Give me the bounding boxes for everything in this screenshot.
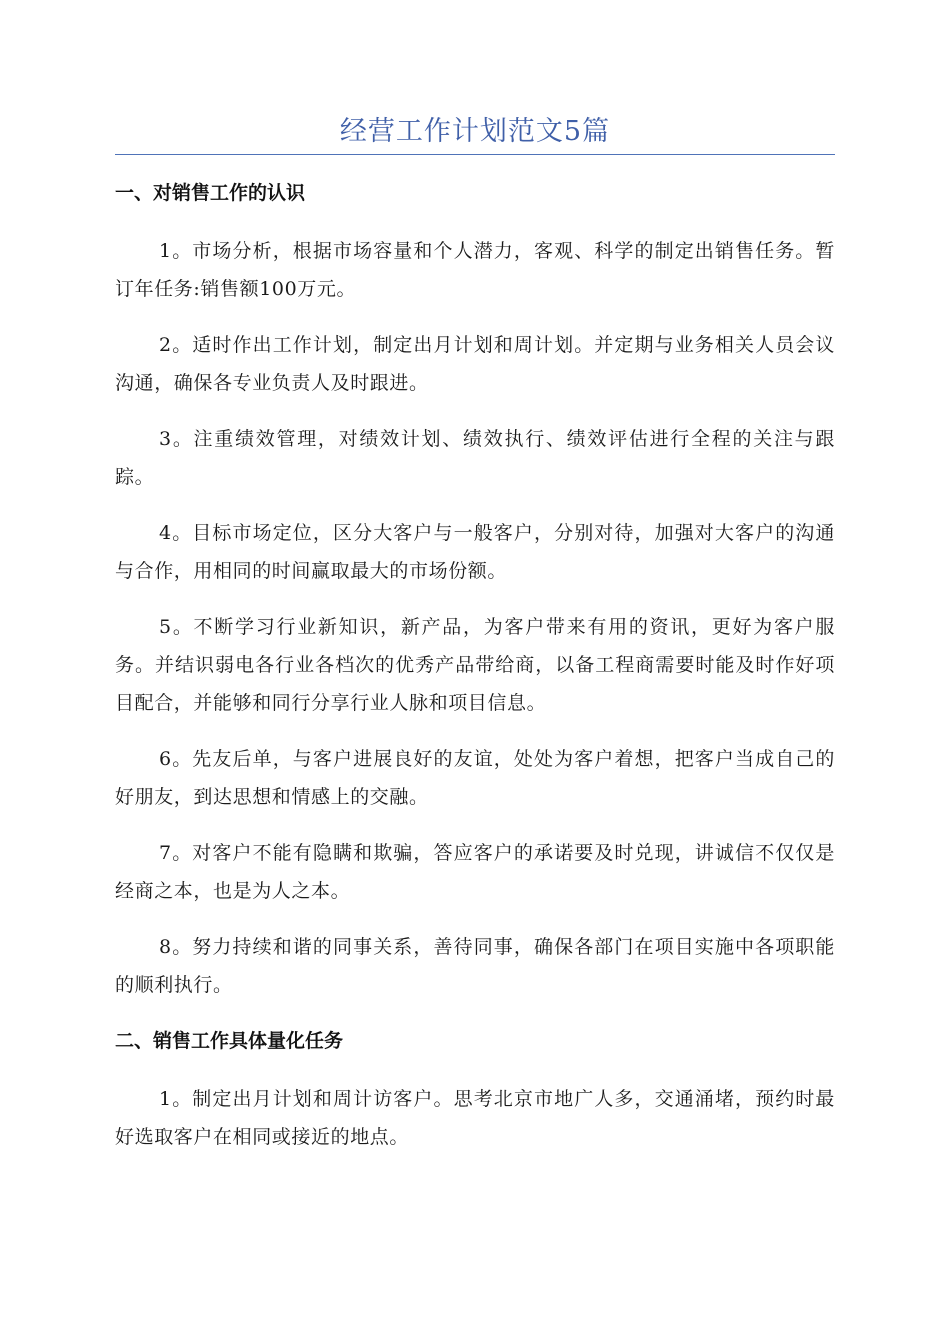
paragraph: 2。适时作出工作计划，制定出月计划和周计划。并定期与业务相关人员会议沟通，确保各专业负责人及时跟进。: [115, 334, 835, 394]
section-heading: 二、销售工作具体量化任务: [115, 1030, 344, 1052]
paragraph: 8。努力持续和谐的同事关系，善待同事，确保各部门在项目实施中各项职能的顺利执行。: [115, 936, 835, 996]
title-underline: [115, 154, 835, 155]
paragraph: 7。对客户不能有隐瞒和欺骗，答应客户的承诺要及时兑现，讲诚信不仅仅是经商之本，也是为人之本。: [115, 842, 835, 902]
document-body: [115, 174, 835, 1174]
paragraph: 6。先友后单，与客户进展良好的友谊，处处为客户着想，把客户当成自己的好朋友，到达思想和情感上的交融。: [115, 748, 835, 808]
paragraph: 4。目标市场定位，区分大客户与一般客户，分别对待，加强对大客户的沟通与合作，用相同的时间赢取最大的市场份额。: [115, 522, 835, 582]
document-title: 经营工作计划范文5篇: [339, 116, 611, 147]
paragraph: 3。注重绩效管理，对绩效计划、绩效执行、绩效评估进行全程的关注与跟踪。: [115, 428, 835, 488]
paragraph: 1。制定出月计划和周计访客户。思考北京市地广人多，交通涌堵，预约时最好选取客户在相同或接近的地点。: [115, 1088, 835, 1148]
paragraph: 1。市场分析，根据市场容量和个人潜力，客观、科学的制定出销售任务。暂订年任务:销售额100万元。: [115, 240, 835, 300]
paragraph: 5。不断学习行业新知识，新产品，为客户带来有用的资讯，更好为客户服务。并结识弱电各行业各档次的优秀产品带给商，以备工程商需要时能及时作好项目配合，并能够和同行分享行业人脉和项目信息。: [115, 616, 835, 714]
section-heading: 一、对销售工作的认识: [115, 182, 306, 204]
